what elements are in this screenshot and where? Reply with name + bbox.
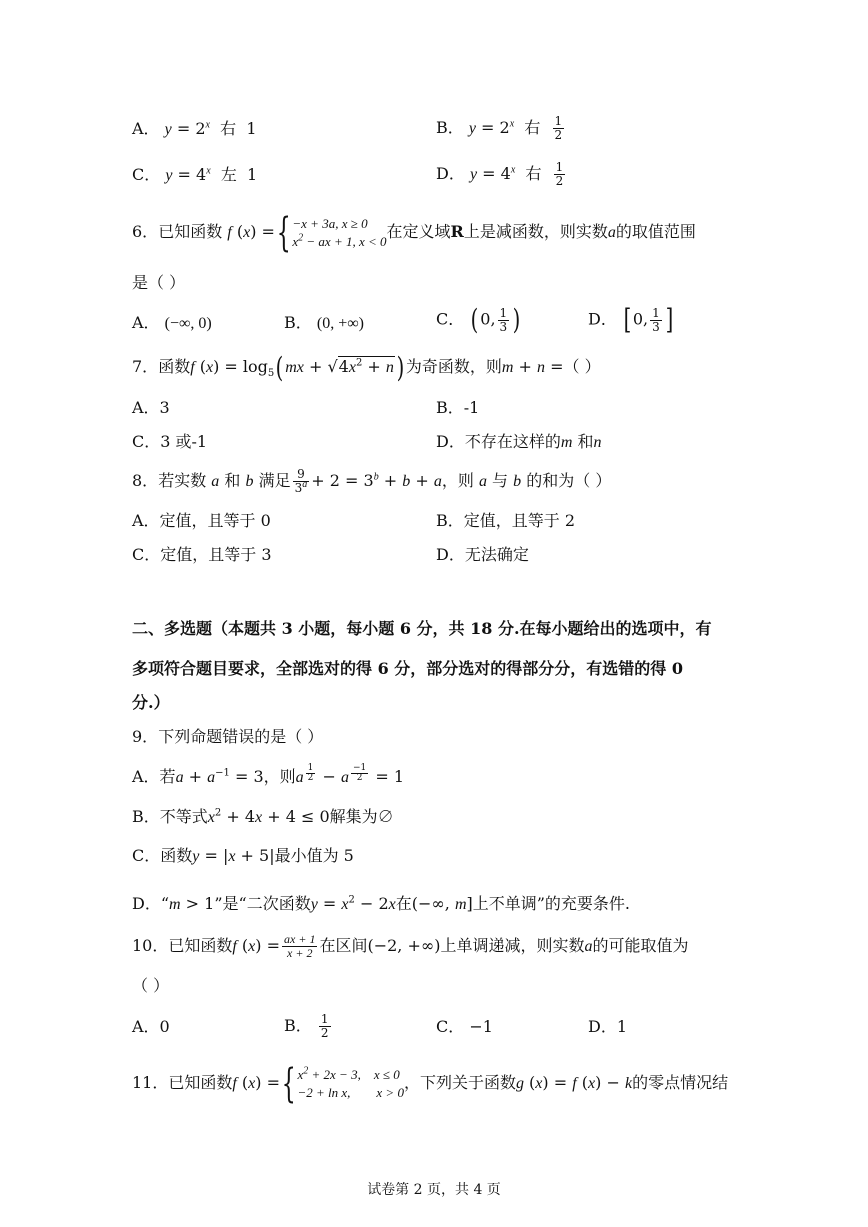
q6-option-c: C． ( 0, $\frac{1}{3}$ ) xyxy=(436,303,521,336)
section2-heading-line1: 二、多选题（本题共 3 小题，每小题 6 分，共 18 分.在每小题给出的选项中，有 xyxy=(132,619,712,638)
q7-option-a: A．3 xyxy=(132,398,170,417)
q9-stem: 9．下列命题错误的是（ ） xyxy=(132,727,324,746)
q6-stem-line2: 是（ ） xyxy=(132,273,186,292)
q10-stem: 10．已知函数f (x) = $\frac{ax + 1}{x + 2}$ 在区间(−2, +∞)上单调递减，则实数a的可能取值为 xyxy=(132,932,689,960)
q6-option-d: D． [ 0, $\frac{1}{3}$ ] xyxy=(588,303,674,336)
section2-heading-line3: 分.） xyxy=(132,693,170,712)
q11-stem: 11．已知函数f (x) ={ $x^2 + 2x - 3$, x ≤ 0 −2 + ln x, x > 0，下列关于函数g (x) = f (x) − k的零点情况结 xyxy=(132,1060,729,1107)
page-footer: 试卷第 2 页，共 4 页 xyxy=(367,1182,501,1198)
q9-option-b: B．不等式$x^2 + 4x + 4 \le 0$解集为∅ xyxy=(132,807,394,826)
q5-option-a: A． $y = 2^x$ 右 1 xyxy=(132,119,257,138)
q7-option-c: C．3 或-1 xyxy=(132,432,208,451)
q10-option-b: B． $\frac{1}{2}$ xyxy=(284,1012,329,1040)
q8-option-c: C．定值，且等于 3 xyxy=(132,545,272,564)
q6-stem: 6．已知函数 f (x) ={ −x + 3a, x ≥ 0 $x^2$ − ax + 1, x < 0在定义域R上是减函数，则实数a的取值范围 xyxy=(132,209,696,256)
q10-option-d: D．1 xyxy=(588,1017,628,1036)
q10-option-a: A．0 xyxy=(132,1017,170,1036)
q8-option-a: A．定值，且等于 0 xyxy=(132,511,271,530)
q7-option-d: D．不存在这样的m 和n xyxy=(436,432,602,451)
q10-stem-line2: （ ） xyxy=(132,976,170,995)
q9-option-c: C．函数y = |x + 5|最小值为 5 xyxy=(132,846,354,865)
q9-option-a: A．若$a + a^{-1} = 3$，则a $^{\frac{1}{2}}$ − a $^{\frac{-1}{2}}$ = 1 xyxy=(132,762,405,786)
q10-option-c: C． −1 xyxy=(436,1017,493,1036)
q8-option-b: B．定值，且等于 2 xyxy=(436,511,576,530)
q7-option-b: B．-1 xyxy=(436,398,480,417)
q5-option-c: C． $y = 4^x$ 左 1 xyxy=(132,165,258,184)
q9-option-d: D．“m > 1”是“二次函数$y = x^2 - 2x$在(−∞, m]上不单调”的充要条件. xyxy=(132,894,631,913)
section2-heading-line2: 多项符合题目要求，全部选对的得 6 分，部分选对的得部分分，有选错的得 0 xyxy=(132,659,683,678)
q5-option-b: B． $y = 2^x$ 右 $\frac{1}{2}$ xyxy=(436,114,563,142)
q6-option-b: B． (0, +∞) xyxy=(284,313,364,332)
q5-option-d: D． $y = 4^x$ 右 $\frac{1}{2}$ xyxy=(436,160,564,188)
q8-stem: 8．若实数 a 和 b 满足 $\frac{9}{3^a}$ + $2 = 3^b + b + a$，则 a 与 b 的和为（ ） xyxy=(132,467,612,495)
q7-stem: 7．函数f $(x) = \log_5$( mx + $√4x^2 + n$) 为奇函数，则m + n =（ ） xyxy=(132,350,601,384)
q8-option-d: D．无法确定 xyxy=(436,545,529,564)
q6-option-a: A． (−∞, 0) xyxy=(132,313,212,332)
